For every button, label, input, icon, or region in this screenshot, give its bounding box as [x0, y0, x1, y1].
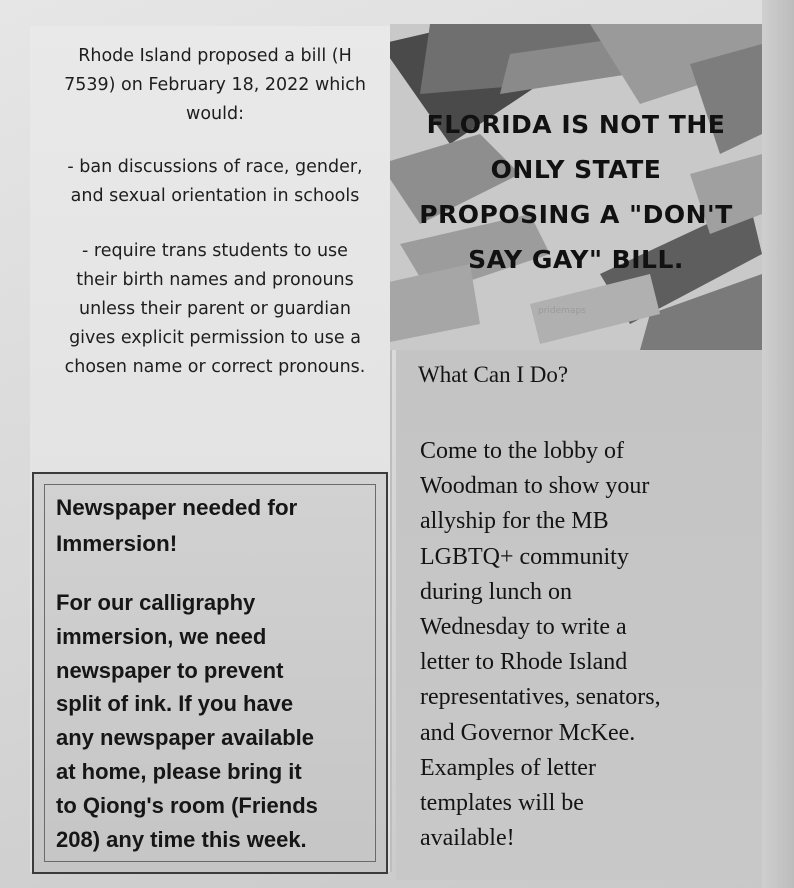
bill-point-line: unless their parent or guardian	[79, 299, 351, 319]
action-line: letter to Rhode Island	[420, 649, 628, 676]
action-body	[420, 434, 760, 856]
action-line: available!	[420, 825, 515, 852]
bill-intro-line: 7539) on February 18, 2022 which	[64, 75, 366, 95]
action-line: and Governor McKee.	[420, 719, 636, 746]
action-heading: What Can I Do?	[418, 362, 569, 387]
action-line: during lunch on	[420, 578, 572, 605]
poster-watermark: pridemaps	[538, 306, 586, 316]
notice-body-line: at home, please bring it	[56, 758, 302, 784]
bill-intro-line: Rhode Island proposed a bill (H	[78, 46, 352, 66]
poster-headline	[390, 102, 762, 282]
notice-body-line: 208) any time this week.	[56, 826, 307, 852]
notice-body-line: split of ink. If you have	[56, 691, 294, 717]
action-line: allyship for the MB	[420, 508, 609, 535]
notice-body-line: newspaper to prevent	[56, 657, 284, 683]
bill-point-line: gives explicit permission to use a	[69, 328, 361, 348]
notice-body-line: to Qiong's room (Friends	[56, 792, 318, 818]
bill-intro-line: would:	[186, 104, 244, 124]
poster-line: FLORIDA IS NOT THE	[426, 110, 726, 139]
poster-line: ONLY STATE	[490, 155, 662, 184]
action-line: templates will be	[420, 790, 584, 817]
bill-point-names	[40, 237, 390, 382]
bill-point-line: chosen name or correct pronouns.	[64, 357, 366, 377]
action-line: representatives, senators,	[420, 684, 661, 711]
bill-point-line: their birth names and pronouns	[76, 270, 354, 290]
action-line: Examples of letter	[420, 754, 596, 781]
poster-line: PROPOSING A "DON'T	[419, 200, 733, 229]
page-edge	[762, 0, 794, 888]
notice-body-line: any newspaper available	[56, 725, 315, 751]
bill-point-ban	[40, 153, 390, 211]
bill-point-line: and sexual orientation in schools	[70, 186, 360, 206]
poster-image	[390, 24, 762, 350]
notice-body	[56, 586, 376, 856]
notice-title-line: Immersion!	[56, 531, 178, 556]
notice-title-line: Newspaper needed for	[56, 495, 298, 520]
action-line: Come to the lobby of	[420, 438, 624, 464]
notice-body-line: For our calligraphy	[56, 590, 256, 615]
bill-summary	[40, 42, 390, 382]
bill-point-line: - ban discussions of race, gender,	[67, 157, 363, 177]
newspaper-notice-box	[32, 472, 388, 874]
bill-intro	[40, 42, 390, 129]
action-line: Wednesday to write a	[420, 614, 627, 641]
notice-title	[56, 490, 376, 562]
poster-line: SAY GAY" BILL.	[468, 245, 684, 274]
bill-point-line: - require trans students to use	[82, 241, 348, 261]
action-line: Woodman to show your	[420, 473, 650, 500]
action-line: LGBTQ+ community	[420, 543, 629, 570]
notice-body-line: immersion, we need	[56, 623, 267, 649]
